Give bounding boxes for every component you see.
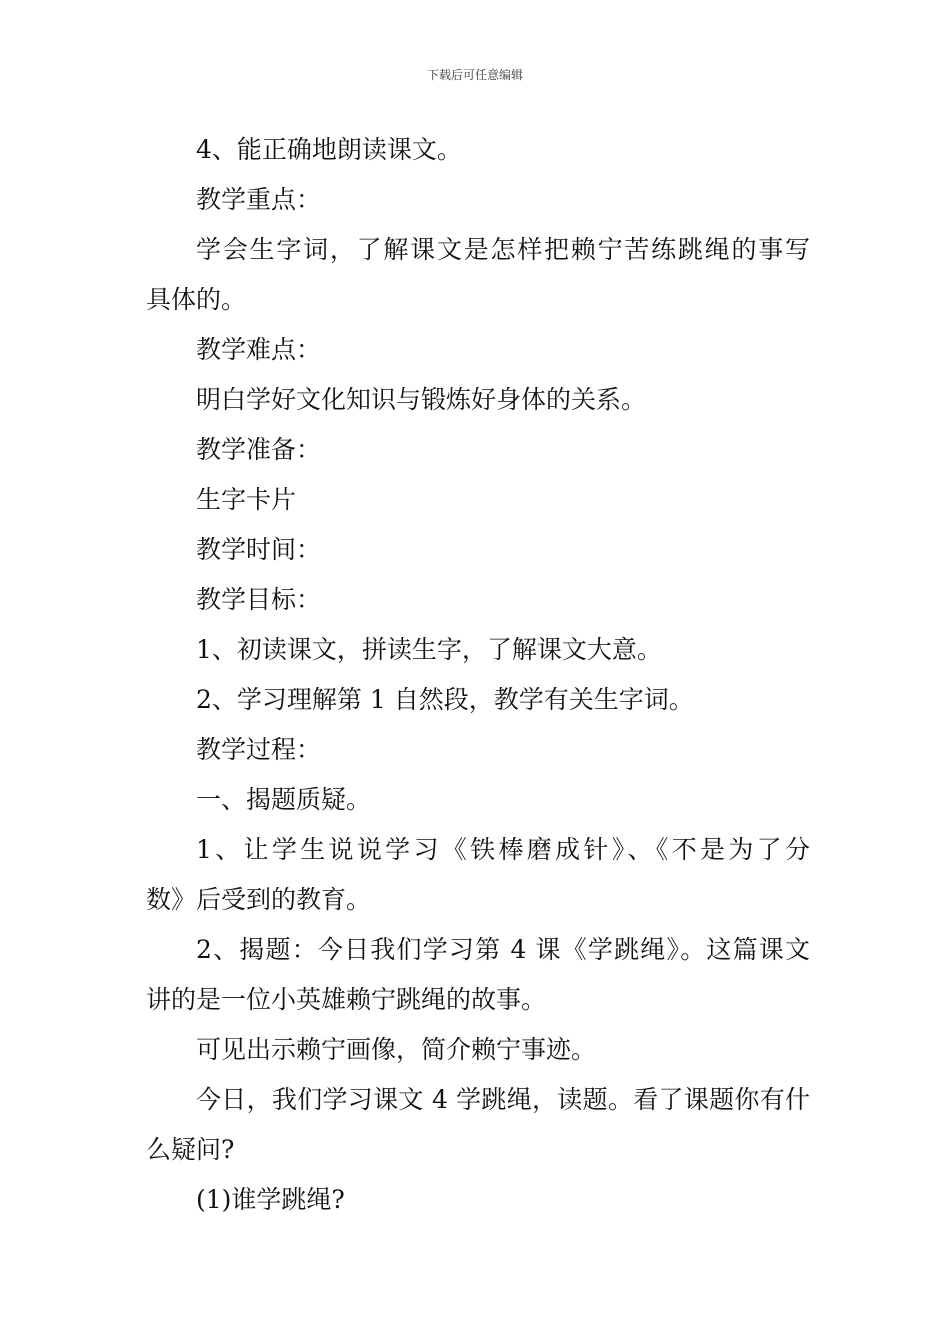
text-line: (1)谁学跳绳?	[196, 1185, 345, 1214]
text-line: 明白学好文化知识与锻炼好身体的关系。	[196, 385, 647, 414]
text-line: 可见出示赖宁画像，简介赖宁事迹。	[196, 1035, 597, 1064]
text-line: 4、能正确地朗读课文。	[196, 135, 462, 164]
text-line: 生字卡片	[196, 485, 297, 514]
section-heading: 教学目标：	[196, 585, 322, 614]
section-heading: 教学过程：	[196, 735, 322, 764]
document-body	[146, 125, 810, 1225]
section-heading: 教学准备：	[196, 435, 322, 464]
text-line: 讲的是一位小英雄赖宁跳绳的故事。	[146, 985, 547, 1014]
text-line: 2、学习理解第 1 自然段，教学有关生字词。	[196, 685, 694, 714]
text-line: 么疑问?	[146, 1135, 235, 1164]
text-line: 1、初读课文，拼读生字，了解课文大意。	[196, 635, 662, 664]
text-line: 2、揭题：今日我们学习第 4 课《学跳绳》。这篇课文	[196, 935, 810, 964]
text-line: 1、让学生说说学习《铁棒磨成针》、《不是为了分	[196, 835, 810, 864]
section-heading: 教学时间：	[196, 535, 322, 564]
text-line: 数》后受到的教育。	[146, 885, 372, 914]
text-line: 具体的。	[146, 285, 247, 314]
text-line: 今日，我们学习课文 4 学跳绳，读题。看了课题你有什	[196, 1085, 810, 1114]
text-line: 学会生字词，了解课文是怎样把赖宁苦练跳绳的事写	[196, 235, 810, 264]
text-line: 一、揭题质疑。	[196, 785, 372, 814]
header-note: 下载后可任意编辑	[426, 68, 523, 82]
section-heading: 教学难点：	[196, 335, 322, 364]
section-heading: 教学重点：	[196, 185, 322, 214]
